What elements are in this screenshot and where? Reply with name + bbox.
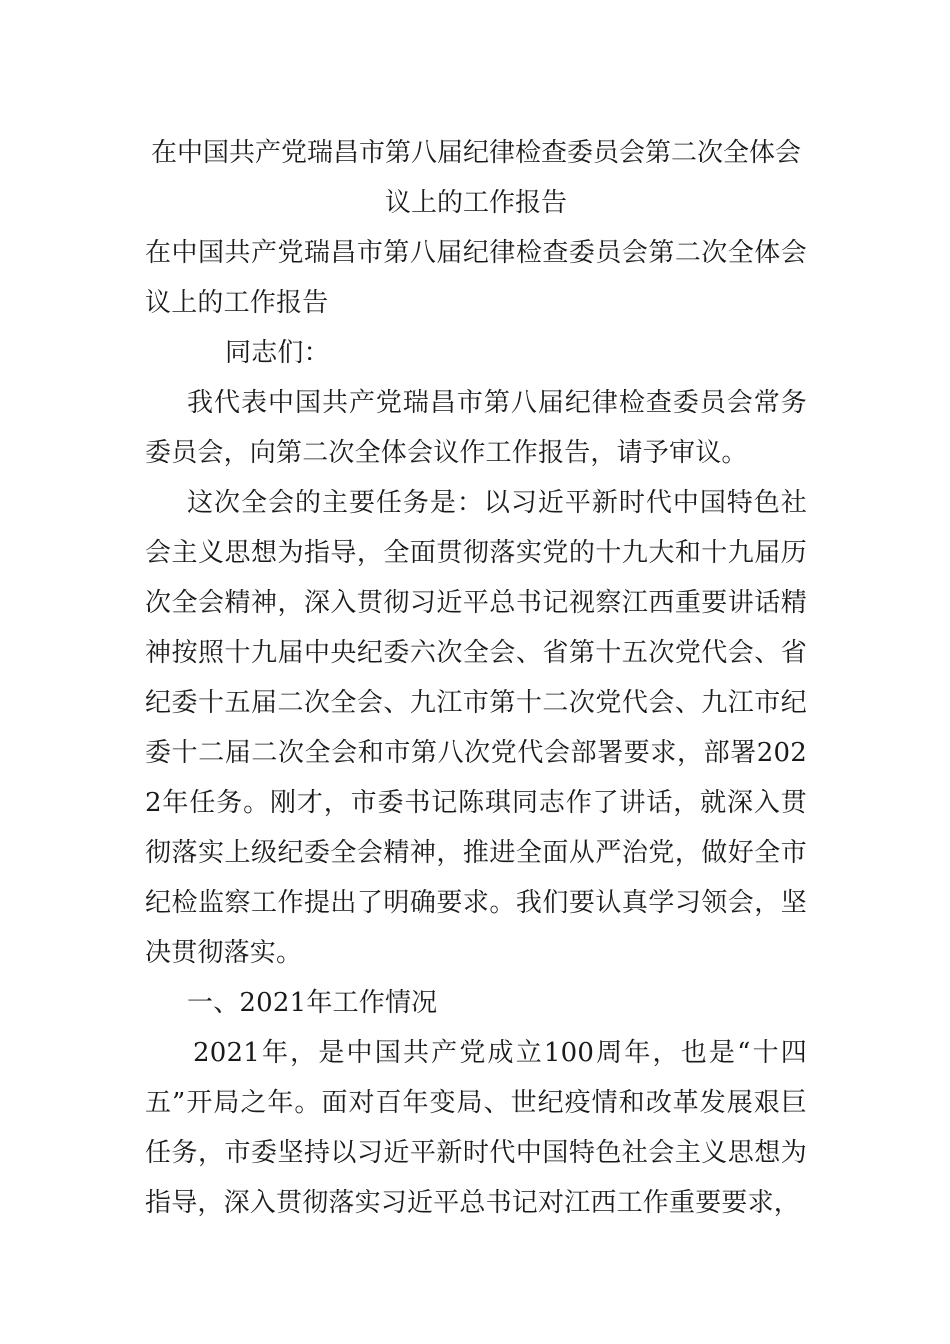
subtitle-paragraph: 在中国共产党瑞昌市第八届纪律检查委员会第二次全体会议上的工作报告 <box>145 238 807 318</box>
section-paragraph: 2021年，是中国共产党成立100周年，也是“十四五”开局之年。面对百年变局、世纪疫情和改革发展艰巨任务，市委坚持以习近平新时代中国特色社会主义思想为指导，深入贯彻落实习近平总书记对江西工作重要要求， <box>145 1038 807 1218</box>
body-paragraph-1: 我代表中国共产党瑞昌市第八届纪律检查委员会常务委员会，向第二次全体会议作工作报告，请予审议。 <box>145 388 807 468</box>
document-title <box>145 128 807 228</box>
salutation: 同志们： <box>225 338 330 368</box>
title-line-2: 议上的工作报告 <box>384 188 567 218</box>
section-heading: 一、2021年工作情况 <box>187 988 438 1018</box>
body-paragraph-2: 这次全会的主要任务是：以习近平新时代中国特色社会主义思想为指导，全面贯彻落实党的十九大和十九届历次全会精神，深入贯彻习近平总书记视察江西重要讲话精神按照十九届中央纪委六次全会、省第十五次党代会、省纪委十五届二次全会、九江市第十二次党代会、九江市纪委十二届二次全会和市第八次党代会部署要求，部署2022年任务。刚才，市委书记陈琪同志作了讲话，就深入贯彻落实上级纪委全会精神，推进全面从严治党，做好全市纪检监察工作提出了明确要求。我们要认真学习领会，坚决贯彻落实。 <box>145 488 807 968</box>
document-body <box>145 228 807 1228</box>
title-line-1: 在中国共产党瑞昌市第八届纪律检查委员会第二次全体会 <box>150 138 801 168</box>
